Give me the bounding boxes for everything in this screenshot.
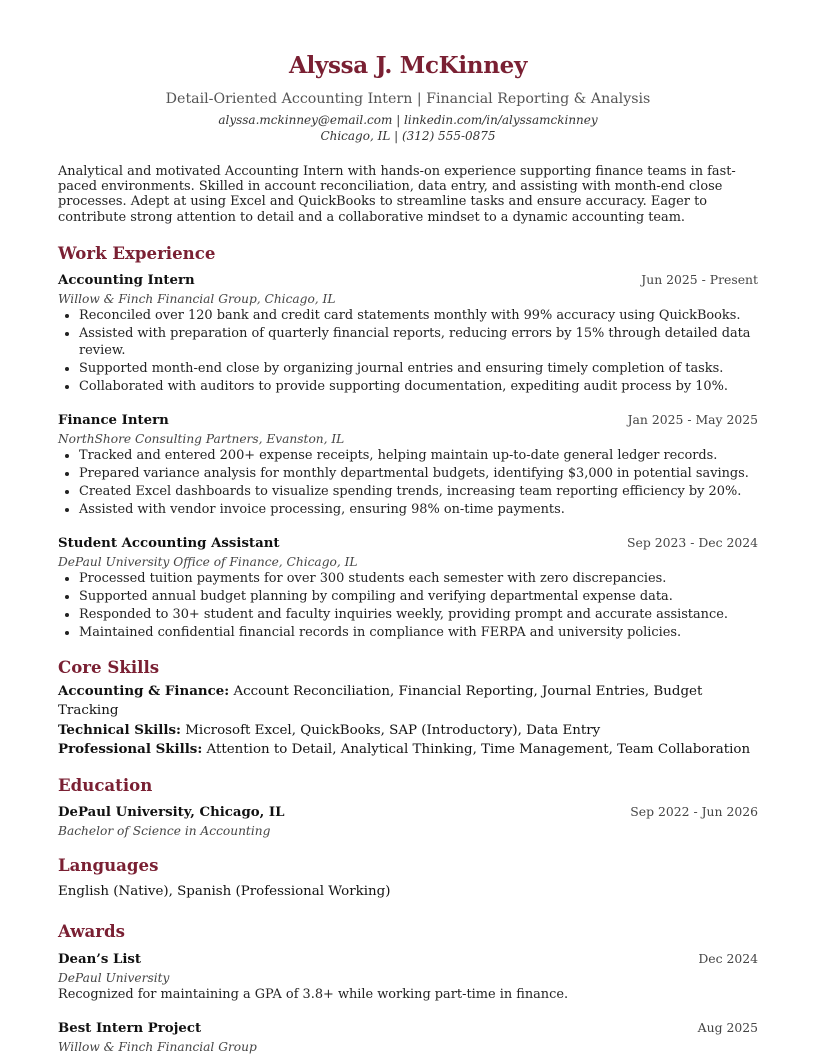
job-bullet: • Supported annual budget planning by compiling and verifying departmental expense data. xyxy=(79,589,758,606)
skill-row xyxy=(58,740,758,760)
skill-row xyxy=(58,721,758,741)
section-title-awards: Awards xyxy=(58,920,125,941)
job-dates: Jan 2025 - May 2025 xyxy=(627,411,758,427)
education-entry xyxy=(58,803,758,840)
job-bullet: • Assisted with preparation of quarterly financial reports, reducing errors by 15% through detailed data review. xyxy=(79,326,758,359)
job-entry xyxy=(58,271,758,396)
award-name: Best Intern Project xyxy=(58,1020,202,1036)
degree: Bachelor of Science in Accounting xyxy=(58,823,271,838)
candidate-name: Alyssa J. McKinney xyxy=(288,52,528,79)
contact-email-linkedin: alyssa.mckinney@email.com | linkedin.com/in/alyssamckinney xyxy=(218,113,598,127)
job-header xyxy=(58,534,758,553)
job-entry xyxy=(58,534,758,642)
job-bullet: • Supported month-end close by organizing journal entries and ensuring timely completion of tasks. xyxy=(79,361,758,378)
job-bullet: • Maintained confidential financial records in compliance with FERPA and university policies. xyxy=(79,625,758,642)
job-dates: Jun 2025 - Present xyxy=(641,271,758,287)
school-name: DePaul University, Chicago, IL xyxy=(58,804,285,820)
job-header xyxy=(58,411,758,430)
skill-row xyxy=(58,682,758,721)
education-header xyxy=(58,803,758,822)
award-organization: Willow & Finch Financial Group xyxy=(58,1039,257,1054)
tagline: Detail-Oriented Accounting Intern | Financial Reporting & Analysis xyxy=(165,91,651,107)
job-bullet: • Prepared variance analysis for monthly departmental budgets, identifying $3,000 in potential savings. xyxy=(79,466,758,483)
skill-value: Account Reconciliation, Financial Reporting, Journal Entries, Budget Tracking xyxy=(58,683,703,719)
job-bullet: • Created Excel dashboards to visualize spending trends, increasing team reporting efficiency by 20%. xyxy=(79,484,758,501)
education-dates: Sep 2022 - Jun 2026 xyxy=(630,803,758,819)
award-description: Recognized for maintaining a GPA of 3.8+ while working part-time in finance. xyxy=(58,986,569,1002)
section-title-education: Education xyxy=(58,774,153,795)
skill-label: Professional Skills: xyxy=(58,741,203,758)
job-bullet: • Collaborated with auditors to provide supporting documentation, expediting audit process by 10%. xyxy=(79,379,758,396)
skill-value: Microsoft Excel, QuickBooks, SAP (Introductory), Data Entry xyxy=(180,722,601,738)
languages-text: English (Native), Spanish (Professional Working) xyxy=(58,883,391,899)
skill-label: Accounting & Finance: xyxy=(58,682,230,699)
skill-value: Attention to Detail, Analytical Thinking, Time Management, Team Collaboration xyxy=(202,742,751,758)
job-organization: NorthShore Consulting Partners, Evanston, IL xyxy=(58,431,345,446)
job-bullet: • Tracked and entered 200+ expense receipts, helping maintain up-to-date general ledger records. xyxy=(79,448,758,465)
job-bullet: • Responded to 30+ student and faculty inquiries weekly, providing prompt and accurate assistance. xyxy=(79,607,758,624)
job-role: Accounting Intern xyxy=(58,272,195,288)
resume-page xyxy=(58,50,758,1056)
award-entry xyxy=(58,950,758,1003)
section-title-core-skills: Core Skills xyxy=(58,656,160,677)
job-bullet: • Assisted with vendor invoice processing, ensuring 98% on-time payments. xyxy=(79,502,758,519)
job-organization: Willow & Finch Financial Group, Chicago, IL xyxy=(58,291,336,306)
job-entry xyxy=(58,411,758,519)
job-bullets xyxy=(58,308,758,396)
skills-list xyxy=(58,682,758,760)
professional-summary: Analytical and motivated Accounting Intern with hands-on experience supporting finance teams in fast-paced environments. Skilled in account reconciliation, data entry, and assisting with month-end close processes. Adept at using Excel and QuickBooks to streamline tasks and ensure accuracy. Eager to contribute strong attention to detail and a collaborative mindset to a dynamic accounting team. xyxy=(58,164,736,225)
job-role: Finance Intern xyxy=(58,412,169,428)
award-header xyxy=(58,950,758,969)
job-bullets xyxy=(58,448,758,519)
award-date: Aug 2025 xyxy=(697,1019,758,1035)
job-bullet: • Reconciled over 120 bank and credit card statements monthly with 99% accuracy using QuickBooks. xyxy=(79,308,758,325)
award-header xyxy=(58,1019,758,1038)
section-title-work-experience: Work Experience xyxy=(58,242,216,263)
contact-location-phone: Chicago, IL | (312) 555-0875 xyxy=(320,129,496,143)
job-bullet: • Processed tuition payments for over 300 students each semester with zero discrepancies. xyxy=(79,571,758,588)
section-title-languages: Languages xyxy=(58,854,159,875)
job-role: Student Accounting Assistant xyxy=(58,535,280,551)
skill-label: Technical Skills: xyxy=(58,721,181,738)
award-organization: DePaul University xyxy=(58,970,170,985)
award-name: Dean’s List xyxy=(58,951,142,967)
award-entry xyxy=(58,1019,758,1056)
job-dates: Sep 2023 - Dec 2024 xyxy=(627,534,758,550)
job-bullets xyxy=(58,571,758,642)
job-header xyxy=(58,271,758,290)
award-date: Dec 2024 xyxy=(698,950,758,966)
job-organization: DePaul University Office of Finance, Chicago, IL xyxy=(58,554,358,569)
